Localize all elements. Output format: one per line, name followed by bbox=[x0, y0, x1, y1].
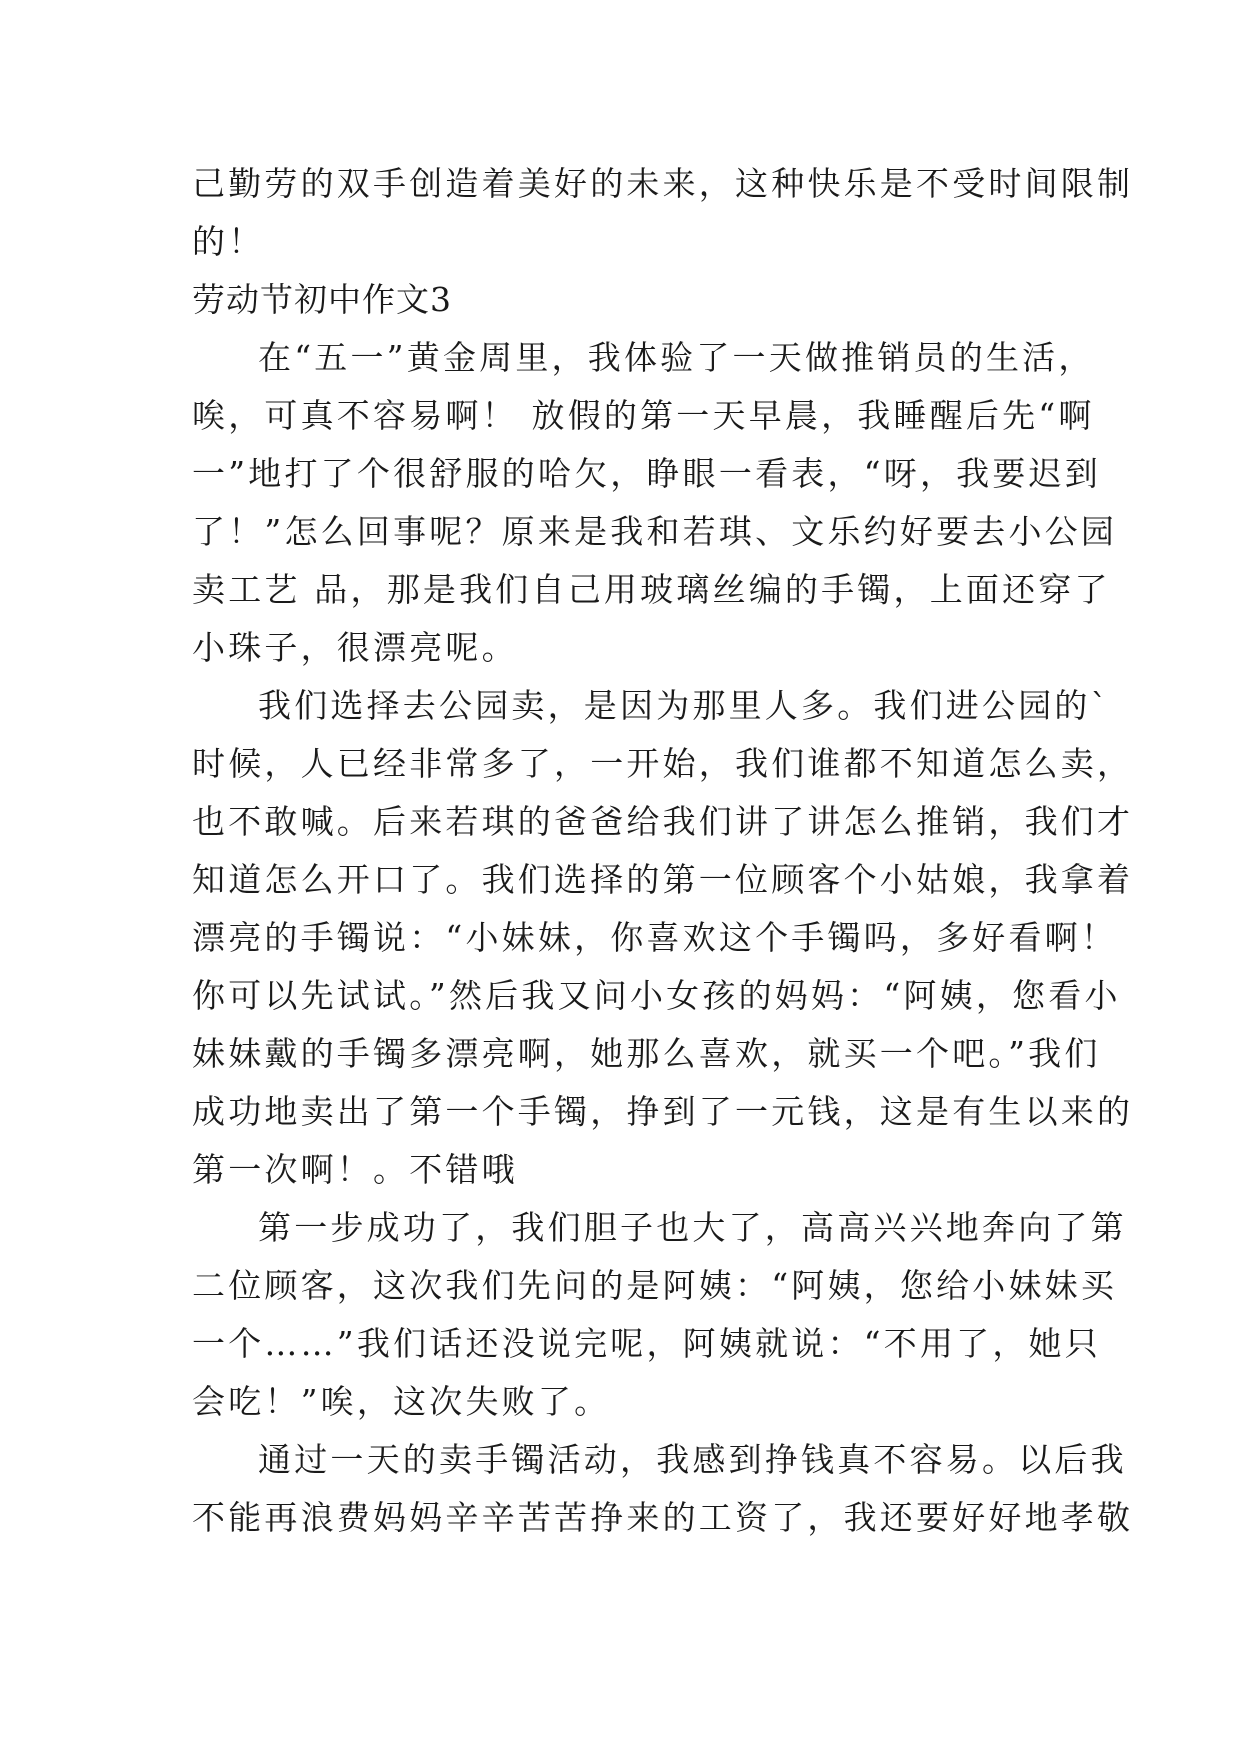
text-line: 一”地打了个很舒服的哈欠，睁眼一看表，“呀，我要迟到 bbox=[192, 454, 1101, 493]
text-line: 知道怎么开口了。我们选择的第一位顾客个小姑娘，我拿着 bbox=[192, 860, 1134, 899]
text-line: 也不敢喊。后来若琪的爸爸给我们讲了讲怎么推销，我们才 bbox=[192, 802, 1134, 841]
text-line: 成功地卖出了第一个手镯，挣到了一元钱，这是有生以来的 bbox=[192, 1092, 1134, 1131]
text-line: 小珠子，很漂亮呢。 bbox=[192, 628, 518, 667]
text-line: 妹妹戴的手镯多漂亮啊，她那么喜欢，就买一个吧。”我们 bbox=[192, 1034, 1101, 1073]
text-line: 我们选择去公园卖，是因为那里人多。我们进公园的` bbox=[258, 686, 1111, 725]
text-line: 第一次啊！。不错哦 bbox=[192, 1150, 518, 1189]
text-line: 了！”怎么回事呢？原来是我和若琪、文乐约好要去小公园 bbox=[192, 512, 1118, 551]
text-line: 通过一天的卖手镯活动，我感到挣钱真不容易。以后我 bbox=[258, 1440, 1127, 1479]
text-line: 第一步成功了，我们胆子也大了，高高兴兴地奔向了第 bbox=[258, 1208, 1127, 1247]
text-line: 二位顾客，这次我们先问的是阿姨：“阿姨，您给小妹妹买 bbox=[192, 1266, 1118, 1305]
text-line: 你可以先试试。”然后我又问小女孩的妈妈：“阿姨，您看小 bbox=[192, 976, 1121, 1015]
text-line: 己勤劳的双手创造着美好的未来，这种快乐是不受时间限制 bbox=[192, 164, 1134, 203]
text-line: 在“五一”黄金周里，我体验了一天做推销员的生活， bbox=[258, 338, 1095, 377]
text-line: 一个……”我们话还没说完呢，阿姨就说：“不用了，她只 bbox=[192, 1324, 1101, 1363]
text-line: 不能再浪费妈妈辛辛苦苦挣来的工资了，我还要好好地孝敬 bbox=[192, 1498, 1134, 1537]
text-line: 的！ bbox=[192, 222, 265, 261]
text-line: 卖工艺 品，那是我们自己用玻璃丝编的手镯，上面还穿了 bbox=[192, 570, 1111, 609]
text-line: 唉，可真不容易啊！ 放假的第一天早晨，我睡醒后先“啊 bbox=[192, 396, 1095, 435]
text-line: 漂亮的手镯说：“小妹妹，你喜欢这个手镯吗，多好看啊！ bbox=[192, 918, 1118, 957]
text-line: 会吃！”唉，这次失败了。 bbox=[192, 1382, 611, 1421]
text-line: 时候，人已经非常多了，一开始，我们谁都不知道怎么卖， bbox=[192, 744, 1134, 783]
section-title: 劳动节初中作文3 bbox=[192, 280, 452, 319]
